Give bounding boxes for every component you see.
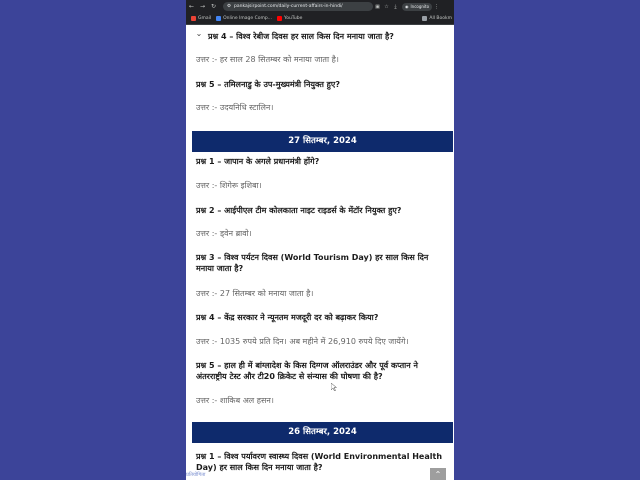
answer: उत्तर :- शाकिब अल हसन।	[196, 396, 274, 405]
date-header: 27 सितम्बर, 2024	[192, 131, 453, 152]
chevron-down-icon[interactable]: ⌄	[195, 29, 203, 38]
address-bar[interactable]	[223, 2, 373, 11]
answer: उत्तर :- शिगेरू इशिबा।	[196, 181, 262, 190]
date-header: 26 सितम्बर, 2024	[192, 422, 453, 443]
gmail-icon	[191, 16, 196, 21]
question: प्रश्न 1 – विश्व पर्यावरण स्वास्थ्य दिवस (World Environmental Health Day) हर साल किस दिन मनाया जाता है?	[196, 452, 443, 472]
back-icon[interactable]: ←	[188, 3, 195, 10]
bookmark-gmail[interactable]: Gmail	[191, 16, 211, 21]
page-content	[186, 25, 454, 480]
answer: उत्तर :- 27 सितम्बर को मनाया जाता है।	[196, 289, 314, 298]
cast-icon[interactable]: ▣	[375, 3, 380, 10]
answer: उत्तर :- ड्वेन ब्रावो।	[196, 229, 252, 238]
forward-icon[interactable]: →	[199, 3, 206, 10]
answer: उत्तर :- उदयनिधि स्टालिन।	[196, 103, 274, 112]
question: प्रश्न 5 – हाल ही में बांग्लादेश के किस दिग्गज ऑलराउंडर और पूर्व कप्तान ने अंतरराष्ट्रीय टेस्ट और टी20 क्रिकेट से संन्यास की घोषणा की है?	[196, 361, 418, 381]
folder-icon	[422, 16, 427, 21]
question: प्रश्न 5 – तमिलनाडु के उप-मुख्यमंत्री नियुक्त हुए?	[196, 80, 340, 89]
download-icon[interactable]: ⤓	[394, 3, 397, 10]
question: प्रश्न 3 – विश्व पर्यटन दिवस (World Tourism Day) हर साल किस दिन मनाया जाता है?	[196, 253, 429, 273]
youtube-icon	[277, 16, 282, 21]
bookmark-image-compressor[interactable]: Online Image Comp...	[216, 16, 272, 21]
all-bookmarks[interactable]: All Bookm	[422, 16, 452, 21]
site-info-icon[interactable]: ⚙	[227, 4, 232, 9]
mouse-cursor-icon	[331, 383, 337, 391]
answer: उत्तर :- 1035 रुपये प्रति दिन। अब महीने में 26,910 रुपये दिए जायेंगे।	[196, 337, 409, 346]
image-compressor-icon	[216, 16, 221, 21]
question: प्रश्न 1 – जापान के अगले प्रधानमंत्री होंगे?	[196, 157, 320, 166]
incognito-badge[interactable]	[402, 3, 432, 11]
question: प्रश्न 2 – आईपीएल टीम कोलकाता नाइट राइडर्स के मेंटॉर नियुक्त हुए?	[196, 206, 402, 215]
chevron-up-icon[interactable]: ⌃	[430, 468, 446, 480]
url-text: pankajsirpoint.com/daily-current-affairs-in-hindi/	[234, 4, 343, 9]
bookmark-star-icon[interactable]: ☆	[384, 3, 389, 10]
reload-icon[interactable]: ↻	[210, 3, 217, 10]
bookmark-youtube[interactable]: YouTube	[277, 16, 302, 21]
browser-toolbar	[186, 0, 454, 13]
incognito-label: Incognito	[410, 4, 430, 9]
bottom-link[interactable]: प्रतियोगिता	[186, 472, 206, 478]
question: प्रश्न 4 – केंद्र सरकार ने न्यूनतम मजदूरी दर को बढ़ाकर किया?	[196, 313, 379, 322]
incognito-icon: ◉	[405, 4, 409, 9]
bookmarks-bar	[186, 13, 454, 25]
answer: उत्तर :- हर साल 28 सितम्बर को मनाया जाता है।	[196, 55, 339, 64]
question: प्रश्न 4 – विश्व रेबीज दिवस हर साल किस दिन मनाया जाता है?	[208, 32, 394, 41]
menu-icon[interactable]: ⋮	[434, 3, 440, 10]
browser-window	[186, 0, 454, 480]
